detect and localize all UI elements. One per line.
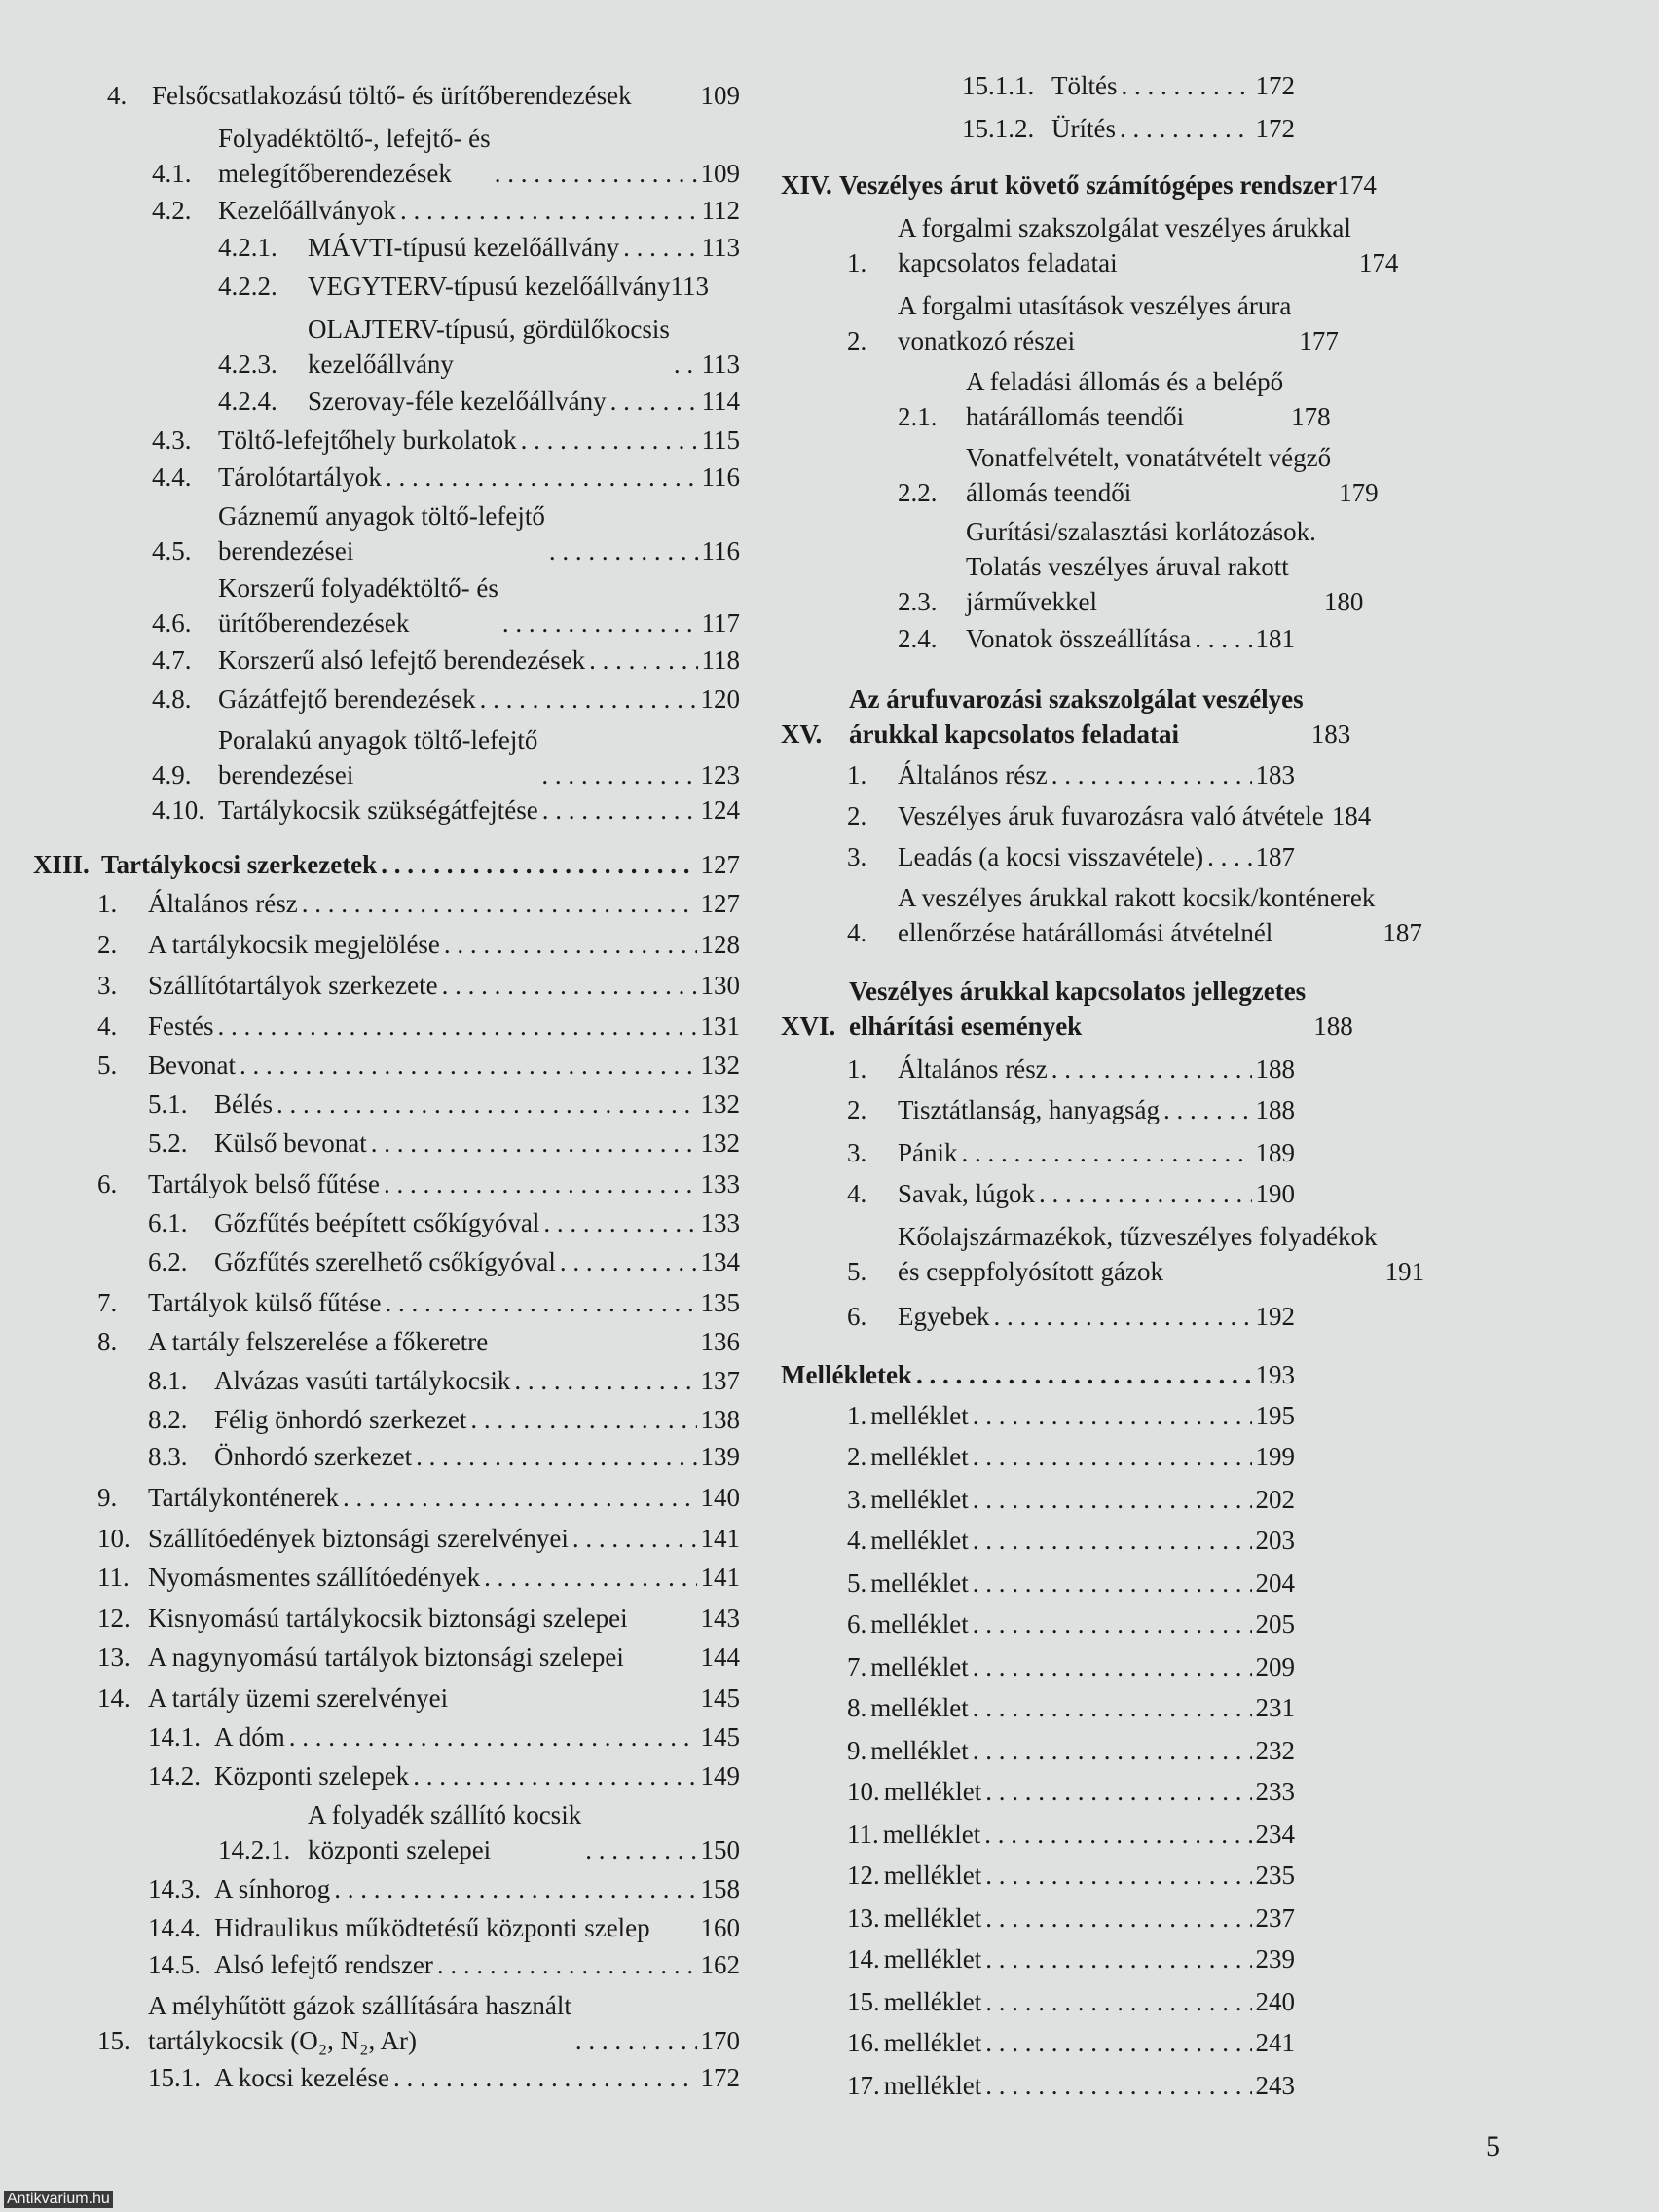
toc-entry: 11. Nyomásmentes szállítóedények . . . 141 <box>97 1560 740 1595</box>
toc-entry: 2.2. Vonatfelvételt, vonatátvételt végző állomás teendői 179 <box>898 443 1379 507</box>
toc-entry: 15.1. A kocsi kezelése . . . 172 <box>148 2060 740 2095</box>
toc-entry: 15. A mélyhűtött gázok szállítására használt tartálykocsik (O₂, N₂, Ar) . . . 170 <box>97 1988 740 2058</box>
toc-entry: 2.3. Gurítási/szalasztási korlátozások. Tolatás veszélyes áruval rakott járművekkel 180 <box>898 517 1364 616</box>
watermark: Antikvarium.hu <box>4 2191 113 2208</box>
toc-entry: 4.6. Korszerű folyadéktöltő- és ürítőberendezések . . . 117 <box>152 571 740 641</box>
toc-entry: 14.3. A sínhorog . . . 158 <box>148 1871 740 1906</box>
toc-appendix-heading: Mellékletek . . . 193 <box>781 1357 1295 1392</box>
toc-entry: 2. Veszélyes áruk fuvarozásra való átvétele 184 <box>847 801 1372 830</box>
toc-entry: 1. melléklet . . . 195 <box>847 1398 1295 1433</box>
toc-entry: 4. Savak, lúgok . . . 190 <box>847 1176 1295 1211</box>
toc-entry: 4. Felsőcsatlakozású töltő- és ürítőberendezések 109 <box>107 81 740 110</box>
toc-entry: 3. melléklet . . . 202 <box>847 1482 1295 1517</box>
toc-entry: 5. Kőolajszármazékok, tűzveszélyes folyadékok és cseppfolyósított gázok 191 <box>847 1222 1425 1286</box>
toc-entry: 2.4. Vonatok összeállítása . . . 181 <box>898 621 1295 656</box>
toc-entry: 4.2. Kezelőállványok . . . 112 <box>152 193 740 228</box>
toc-chapter-heading: XIV. Veszélyes árut követő számítógépes rendszer 174 <box>781 170 1377 200</box>
toc-entry: 6.2. Gőzfűtés szerelhető csőkígyóval . . . 134 <box>148 1244 740 1279</box>
toc-entry: 3. Szállítótartályok szerkezete . . . 130 <box>97 968 740 1003</box>
toc-entry: 14. melléklet . . . 239 <box>847 1941 1295 1976</box>
toc-entry: 8.2. Félig önhordó szerkezet . . . 138 <box>148 1402 740 1437</box>
toc-entry: 4. Festés . . . 131 <box>97 1009 740 1044</box>
toc-entry: 7. Tartályok külső fűtése . . . 135 <box>97 1285 740 1320</box>
toc-entry: 4.4. Tárolótartályok . . . 116 <box>152 460 740 495</box>
toc-entry: 6. Tartályok belső fűtése . . . 133 <box>97 1166 740 1201</box>
toc-entry: 8.3. Önhordó szerkezet . . . 139 <box>148 1439 740 1474</box>
toc-entry: 4.10. Tartálykocsik szükségátfejtése . . . 124 <box>152 793 740 828</box>
toc-entry: 7. melléklet . . . 209 <box>847 1649 1295 1684</box>
toc-entry: 14. A tartály üzemi szerelvényei 145 <box>97 1683 740 1713</box>
toc-entry: 4.2.2. VEGYTERV-típusú kezelőállvány 113 <box>218 272 710 301</box>
toc-entry: 1. Általános rész . . . 183 <box>847 757 1295 793</box>
toc-entry: 13. A nagynyomású tartályok biztonsági szelepei 144 <box>97 1642 740 1672</box>
toc-entry: 5. Bevonat . . . 132 <box>97 1048 740 1083</box>
toc-entry: 13. melléklet . . . 237 <box>847 1900 1295 1936</box>
toc-entry: 14.2. Központi szelepek . . . 149 <box>148 1758 740 1793</box>
toc-entry: 16. melléklet . . . 241 <box>847 2025 1295 2060</box>
toc-entry: 1. Általános rész . . . 127 <box>97 886 740 921</box>
toc-entry: 2. A forgalmi utasítások veszélyes árura vonatkozó részei 177 <box>847 291 1339 355</box>
toc-chapter-heading: XV. Az árufuvarozási szakszolgálat veszélyes árukkal kapcsolatos feladatai 183 <box>781 684 1351 749</box>
toc-entry: 2. A tartálykocsik megjelölése . . . 128 <box>97 927 740 962</box>
toc-entry: 4.1. Folyadéktöltő-, lefejtő- és melegítőberendezések . . . 109 <box>152 121 740 191</box>
toc-chapter-heading: XVI. Veszélyes árukkal kapcsolatos jellegzetes elhárítási események 188 <box>781 977 1353 1041</box>
toc-entry: 8. A tartály felszerelése a főkeretre 136 <box>97 1327 740 1356</box>
toc-entry: 10. Szállítóedények biztonsági szerelvényei . . . 141 <box>97 1521 740 1556</box>
toc-entry: 4.5. Gáznemű anyagok töltő-lefejtő berendezései . . . 116 <box>152 498 740 569</box>
toc-entry: 2. Tisztátlanság, hanyagság . . . 188 <box>847 1092 1295 1127</box>
toc-entry: 1. A forgalmi szakszolgálat veszélyes árukkal kapcsolatos feladatai 174 <box>847 213 1399 277</box>
toc-entry: 12. melléklet . . . 235 <box>847 1858 1295 1893</box>
toc-entry: 9. Tartálykonténerek . . . 140 <box>97 1480 740 1515</box>
toc-entry: 6. Egyebek . . . 192 <box>847 1299 1295 1334</box>
toc-entry: 4.9. Poralakú anyagok töltő-lefejtő berendezései . . . 123 <box>152 722 740 793</box>
toc-entry: 4.2.1. MÁVTI-típusú kezelőállvány . . . 113 <box>218 230 740 265</box>
toc-entry: 14.1. A dóm . . . 145 <box>148 1719 740 1754</box>
toc-entry: 8.1. Alvázas vasúti tartálykocsik . . . 137 <box>148 1363 740 1398</box>
toc-entry: 11. melléklet . . . 234 <box>847 1817 1295 1852</box>
toc-entry: 3. Pánik . . . 189 <box>847 1135 1295 1170</box>
toc-entry: 4. melléklet . . . 203 <box>847 1523 1295 1558</box>
toc-entry: 10. melléklet . . . 233 <box>847 1774 1295 1809</box>
toc-entry: 2. melléklet . . . 199 <box>847 1439 1295 1474</box>
toc-entry: 6.1. Gőzfűtés beépített csőkígyóval . . . 133 <box>148 1205 740 1240</box>
toc-entry: 5.2. Külső bevonat . . . 132 <box>148 1125 740 1161</box>
toc-entry: 14.4. Hidraulikus működtetésű központi szelep 160 <box>148 1913 740 1942</box>
page-number: 5 <box>1486 2130 1500 2162</box>
toc-entry: 2.1. A feladási állomás és a belépő határállomás teendői 178 <box>898 367 1331 431</box>
toc-entry: 15.1.2. Ürítés . . . 172 <box>962 111 1295 146</box>
toc-entry: 5. melléklet . . . 204 <box>847 1566 1295 1601</box>
toc-entry: 9. melléklet . . . 232 <box>847 1733 1295 1768</box>
toc-entry: 3. Leadás (a kocsi visszavétele) . . . 187 <box>847 839 1295 874</box>
toc-entry: 4.2.4. Szerovay-féle kezelőállvány . . . 114 <box>218 384 740 419</box>
toc-entry: 4.8. Gázátfejtő berendezések . . . 120 <box>152 682 740 717</box>
toc-entry: 15. melléklet . . . 240 <box>847 1984 1295 2019</box>
toc-chapter-heading: XIII. Tartálykocsi szerkezetek . . . 127 <box>33 847 740 882</box>
toc-entry: 4.2.3. OLAJTERV-típusú, gördülőkocsis kezelőállvány . . . 113 <box>218 312 740 382</box>
toc-entry: 1. Általános rész . . . 188 <box>847 1051 1295 1087</box>
toc-entry: 12. Kisnyomású tartálykocsik biztonsági szelepei 143 <box>97 1604 740 1633</box>
toc-entry: 6. melléklet . . . 205 <box>847 1606 1295 1641</box>
toc-entry: 8. melléklet . . . 231 <box>847 1690 1295 1725</box>
toc-entry: 15.1.1. Töltés . . . 172 <box>962 68 1295 103</box>
toc-entry: 4. A veszélyes árukkal rakott kocsik/konténerek ellenőrzése határállomási átvételnél 187 <box>847 883 1422 947</box>
toc-entry: 14.2.1. A folyadék szállító kocsik központi szelepei . . . 150 <box>218 1797 740 1867</box>
toc-entry: 14.5. Alsó lefejtő rendszer . . . 162 <box>148 1947 740 1982</box>
toc-entry: 17. melléklet . . . 243 <box>847 2068 1295 2103</box>
toc-entry: 4.3. Töltő-lefejtőhely burkolatok . . . 115 <box>152 423 740 458</box>
toc-entry: 5.1. Bélés . . . 132 <box>148 1087 740 1122</box>
toc-entry: 4.7. Korszerű alsó lefejtő berendezések . . . 118 <box>152 643 740 678</box>
